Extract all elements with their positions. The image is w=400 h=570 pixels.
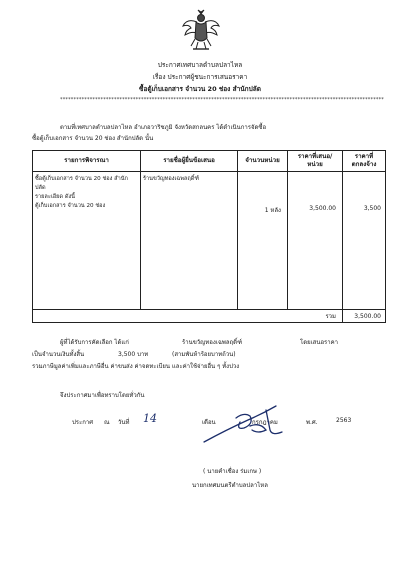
signatory-title: นายกเทศมนตรีตำบลปลาไหล — [192, 482, 268, 489]
header-title: ซื้อตู้เก็บเอกสาร จำนวน 20 ช่อง สำนักปลัด — [139, 85, 261, 93]
award-amount-label: เป็นจำนวนเงินทั้งสิ้น — [32, 351, 85, 358]
header-agreed-price-line-2: ตกลงจ้าง — [351, 161, 377, 168]
award-amount-words: (สามพันห้าร้อยบาทถ้วน) — [172, 351, 236, 358]
item-line-1: ซื้อตู้เก็บเอกสาร จำนวน 20 ช่อง สำนักปลัด — [35, 176, 128, 191]
item-line-2: รายละเอียด ดังนี้ — [35, 194, 76, 200]
month-value: กรกฎาคม — [252, 419, 278, 426]
award-winner-name: ร้านขวัญทองเฉพลฤดิ์ฑ์ — [182, 339, 243, 346]
signatory-name: ( นายคำเชื่อง ร่มเกษ ) — [203, 468, 262, 475]
header-offer-price — [288, 151, 343, 172]
year-label: พ.ศ. — [306, 419, 318, 426]
header-bidder: รายชื่อผู้ยื่นข้อเสนอ — [141, 151, 238, 172]
table-row — [33, 172, 386, 310]
item-cell — [33, 172, 141, 310]
intro-line-2: ซื้อตู้เก็บเอกสาร จำนวน 20 ช่อง สำนักปลัด นั้น — [32, 135, 154, 142]
award-offer-label: โดยเสนอราคา — [300, 339, 339, 346]
garuda-emblem-icon — [181, 8, 221, 52]
procurement-table — [32, 150, 386, 323]
day-value-handwritten: 14 — [143, 412, 157, 425]
header-agreed-price-line-1: ราคาที่ — [354, 153, 374, 160]
announced-label: ประกาศ — [72, 419, 94, 426]
intro-line-1: ตามที่เทศบาลตำบลปลาไหล อำเภอวาริชภูมิ จังหวัดสกลนคร ได้ดำเนินการจัดซื้อ — [60, 124, 267, 131]
offer-price-cell: 3,500.00 — [288, 172, 343, 310]
total-value: 3,500.00 — [343, 310, 386, 323]
header-organization: ประกาศเทศบาลตำบลปลาไหล — [157, 61, 243, 69]
at-label: ณ — [104, 419, 110, 426]
award-inclusions: รวมภาษีมูลค่าเพิ่มและภาษีอื่น ค่าขนส่ง ค่าจดทะเบียน และค่าใช้จ่ายอื่น ๆ ทั้งปวง — [32, 363, 240, 370]
total-label: รวม — [33, 310, 343, 323]
signature-mark — [196, 400, 296, 450]
table-header-row — [33, 151, 386, 172]
header-agreed-price — [343, 151, 386, 172]
award-winner-label: ผู้ที่ได้รับการคัดเลือก ได้แก่ — [60, 339, 129, 346]
header-subject: เรื่อง ประกาศผู้ชนะการเสนอราคา — [152, 73, 248, 81]
separator-line: ************************************************************************************************************************ — [60, 97, 384, 103]
agreed-price-cell: 3,500 — [343, 172, 386, 310]
unit-cell: 1 หลัง — [238, 172, 288, 310]
closing-notice: จึงประกาศมาเพื่อทราบโดยทั่วกัน — [60, 392, 145, 399]
bidder-cell: ร้านขวัญทองเฉพลฤดิ์ฑ์ — [141, 172, 238, 310]
month-label: เดือน — [202, 419, 216, 426]
table-total-row — [33, 310, 386, 323]
header-unit: จำนวนหน่วย — [238, 151, 288, 172]
header-offer-price-line-1: ราคาที่เสนอ/ — [297, 153, 333, 160]
day-label: วันที่ — [118, 419, 130, 426]
award-amount-value: 3,500 บาท — [118, 351, 149, 358]
item-line-3: ตู้เก็บเอกสาร จำนวน 20 ช่อง — [35, 203, 106, 209]
year-value: 2563 — [336, 417, 352, 424]
header-item: รายการพิจารณา — [33, 151, 141, 172]
header-offer-price-line-2: หน่วย — [307, 161, 323, 168]
